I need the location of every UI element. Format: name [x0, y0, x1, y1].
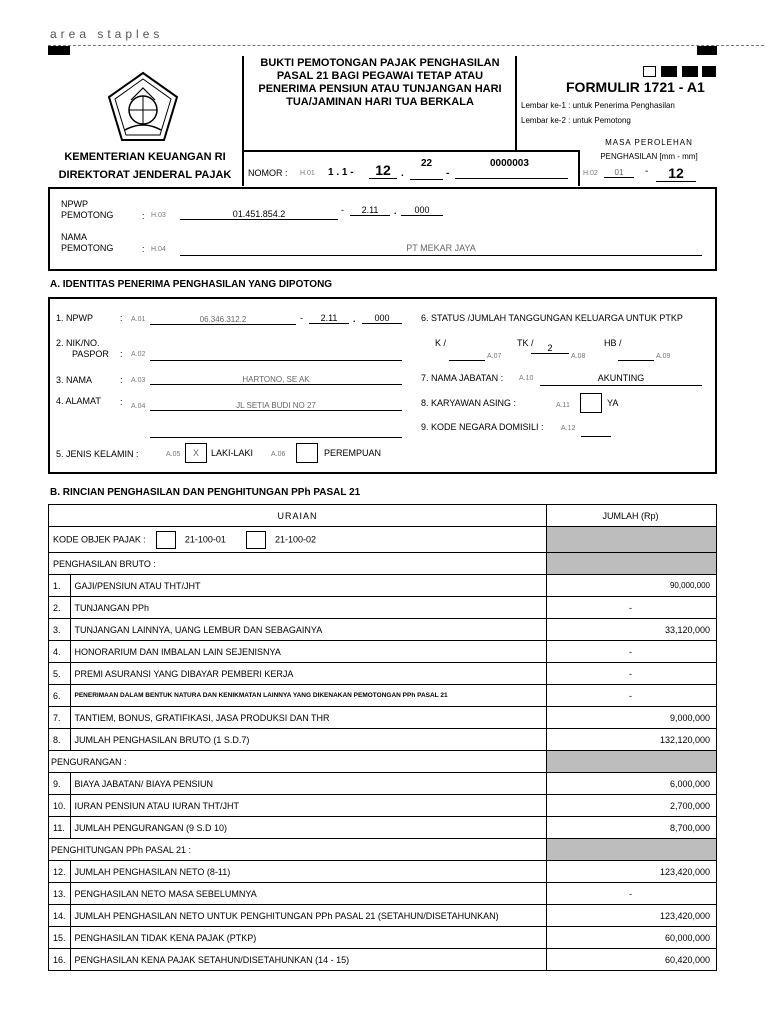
nomor-seq-field[interactable]: 0000003 [455, 158, 568, 179]
row-10-label: IURAN PENSIUN ATAU IURAN THT/JHT [70, 795, 546, 817]
a-jk-code-2: A.06 [271, 451, 286, 458]
pemotong-box [48, 187, 717, 271]
directorate-name: DIREKTORAT JENDERAL PAJAK [58, 169, 232, 181]
row-13-label: PENGHASILAN NETO MASA SEBELUMNYA [70, 883, 546, 905]
row-11-value: 8,700,000 [547, 817, 717, 839]
form-marker-box-empty [643, 66, 656, 77]
a-asing-ya: YA [607, 398, 619, 408]
ministry-emblem-icon [105, 70, 181, 144]
a-asing-code: A.11 [556, 402, 570, 409]
karyawan-asing-checkbox[interactable] [580, 393, 602, 413]
row-6-no: 6. [49, 685, 71, 707]
table-row [49, 641, 717, 663]
npwp-pemotong-label: NPWP PEMOTONG [61, 199, 114, 220]
header-divider-2 [515, 56, 517, 150]
header-hline [242, 150, 579, 152]
form-marker-box-filled-2 [682, 66, 698, 77]
row-3-no: 3. [49, 619, 71, 641]
row-9-value: 6,000,000 [547, 773, 717, 795]
row-4-label: HONORARIUM DAN IMBALAN LAIN SEJENISNYA [70, 641, 546, 663]
kode-21-100-02-label: 21-100-02 [274, 533, 317, 544]
table-row [49, 905, 717, 927]
pph-header-row [49, 839, 717, 861]
nomor-label: NOMOR : [248, 168, 288, 178]
a-jabatan-field[interactable]: AKUNTING [540, 373, 702, 386]
table-row [49, 685, 717, 707]
nomor-dash: - [446, 168, 450, 179]
row-7-value: 9,000,000 [547, 707, 717, 729]
table-row [49, 597, 717, 619]
row-4-value: - [547, 641, 717, 663]
a-npwp-colon: : [120, 313, 123, 323]
bruto-header-value [547, 553, 717, 575]
row-7-label: TANTIEM, BONUS, GRATIFIKASI, JASA PRODUKSI DAN THR [70, 707, 546, 729]
lembar-2-note: Lembar ke-2 : untuk Pemotong [521, 116, 631, 125]
a-nama-code: A.03 [131, 377, 146, 384]
row-14-label: JUMLAH PENGHASILAN NETO UNTUK PENGHITUNGAN PPh PASAL 21 (SETAHUN/DISETAHUNKAN) [70, 905, 546, 927]
a-alamat-field-2[interactable] [150, 426, 402, 438]
kode-21-100-01-checkbox[interactable] [156, 531, 176, 549]
col-jumlah: JUMLAH (Rp) [547, 505, 717, 527]
row-8-label: JUMLAH PENGHASILAN BRUTO (1 S.D.7) [70, 729, 546, 751]
header-divider-3 [578, 150, 580, 186]
nomor-month-field[interactable]: 12 [369, 162, 397, 179]
tk-field[interactable]: 2 [531, 343, 569, 354]
a-jabatan-code: A.10 [519, 375, 534, 382]
rincian-table [48, 504, 717, 971]
a-alamat-label: 4. ALAMAT [56, 396, 101, 406]
a-negara-label: 9. KODE NEGARA DOMISILI : [421, 422, 544, 432]
staples-dotted-line [48, 45, 764, 46]
row-12-no: 12. [49, 861, 71, 883]
row-15-no: 15. [49, 927, 71, 949]
pengurangan-header-value [547, 751, 717, 773]
form-marker-box-filled-3 [702, 66, 716, 77]
k-label: K / [435, 338, 447, 348]
row-1-value: 90,000,000 [547, 575, 717, 597]
masa-label-1: MASA PEROLEHAN [605, 138, 693, 147]
corner-marker-left [48, 46, 70, 55]
npwp-pemotong-cabang[interactable]: 000 [401, 205, 443, 216]
table-row [49, 861, 717, 883]
npwp-pemotong-main[interactable]: 01.451.854.2 [180, 209, 338, 220]
form-title: BUKTI PEMOTONGAN PAJAK PENGHASILAN PASAL 21 BAGI PEGAWAI TETAP ATAU PENERIMA PENSIUN ATAU TUNJANGAN HARI TUA/JAMINAN HARI TUA BERKALA [258, 57, 502, 108]
row-15-value: 60,000,000 [547, 927, 717, 949]
row-15-label: PENGHASILAN TIDAK KENA PAJAK (PTKP) [70, 927, 546, 949]
npwp-pemotong-code: H.03 [151, 212, 166, 219]
row-9-no: 9. [49, 773, 71, 795]
section-a-title: A. IDENTITAS PENERIMA PENGHASILAN YANG DIPOTONG [50, 279, 333, 290]
corner-marker-right [697, 46, 717, 55]
area-staples-label: area staples [50, 27, 164, 41]
table-row [49, 883, 717, 905]
a-asing-label: 8. KARYAWAN ASING : [421, 398, 517, 408]
nama-pemotong-label: NAMA PEMOTONG [61, 232, 114, 253]
table-row [49, 707, 717, 729]
row-13-value: - [547, 883, 717, 905]
a-jabatan-label: 7. NAMA JABATAN : [421, 373, 504, 383]
row-9-label: BIAYA JABATAN/ BIAYA PENSIUN [70, 773, 546, 795]
a-jk-code-1: A.05 [166, 451, 181, 458]
k-code: A.07 [487, 353, 502, 360]
row-3-value: 33,120,000 [547, 619, 717, 641]
npwp-pemotong-dot: . [394, 206, 397, 216]
row-14-no: 14. [49, 905, 71, 927]
row-14-value: 123,420,000 [547, 905, 717, 927]
npwp-pemotong-dash: - [341, 205, 344, 215]
row-5-no: 5. [49, 663, 71, 685]
masa-code: H.02 [583, 170, 598, 177]
table-row [49, 817, 717, 839]
hb-label: HB / [604, 338, 622, 348]
a-nik-code: A.02 [131, 351, 146, 358]
npwp-pemotong-colon: : [142, 211, 145, 221]
row-10-no: 10. [49, 795, 71, 817]
a-npwp-main[interactable]: 06.346.312.2 [150, 315, 296, 325]
tk-code: A.08 [571, 353, 586, 360]
nomor-prefix: 1 . 1 - [328, 167, 354, 178]
pengurangan-header-row [49, 751, 717, 773]
row-16-no: 16. [49, 949, 71, 971]
header-divider-1 [242, 56, 244, 186]
a-nama-colon: : [120, 375, 123, 385]
a-nama-field[interactable]: HARTONO, SE AK [150, 375, 402, 385]
row-12-label: JUMLAH PENGHASILAN NETO (8-11) [70, 861, 546, 883]
kode-objek-label: KODE OBJEK PAJAK : [53, 533, 146, 544]
row-2-label: TUNJANGAN PPh [70, 597, 546, 619]
table-row [49, 729, 717, 751]
a-npwp-code: A.01 [131, 316, 146, 323]
table-row [49, 663, 717, 685]
laki-laki-label: LAKI-LAKI [211, 448, 254, 458]
ministry-name: KEMENTERIAN KEUANGAN RI [64, 151, 226, 163]
npwp-pemotong-kpp[interactable]: 2.11 [350, 205, 390, 216]
pph-header: PENGHITUNGAN PPh PASAL 21 : [49, 839, 547, 861]
row-16-value: 60,420,000 [547, 949, 717, 971]
kode-21-100-01-label: 21-100-01 [184, 533, 226, 544]
row-2-value: - [547, 597, 717, 619]
table-row [49, 927, 717, 949]
a-nama-label: 3. NAMA [56, 375, 93, 385]
a-alamat-field[interactable]: JL SETIA BUDI NO 27 [150, 401, 402, 411]
masa-label-2: PENGHASILAN [mm - mm] [600, 152, 698, 161]
masa-dash: - [645, 166, 649, 177]
a-npwp-dot: . [353, 314, 356, 324]
col-uraian: URAIAN [49, 505, 547, 527]
bruto-header: PENGHASILAN BRUTO : [49, 553, 547, 575]
nomor-year-field[interactable]: 22 [410, 158, 443, 180]
row-1-label: GAJI/PENSIUN ATAU THT/JHT [70, 575, 546, 597]
row-12-value: 123,420,000 [547, 861, 717, 883]
row-16-label: PENGHASILAN KENA PAJAK SETAHUN/DISETAHUNKAN (14 - 15) [70, 949, 546, 971]
row-2-no: 2. [49, 597, 71, 619]
nomor-code: H.01 [300, 170, 315, 177]
a-npwp-dash: - [300, 313, 303, 323]
kode-21-100-02-checkbox[interactable] [246, 531, 266, 549]
row-7-no: 7. [49, 707, 71, 729]
k-field[interactable] [449, 350, 485, 361]
a-alamat-code: A.04 [131, 403, 146, 410]
form-code: FORMULIR 1721 - A1 [566, 79, 705, 95]
a-npwp-kpp[interactable]: 2.11 [309, 313, 349, 324]
nama-pemotong-colon: : [142, 244, 145, 254]
hb-field[interactable] [618, 350, 654, 361]
lembar-1-note: Lembar ke-1 : untuk Penerima Penghasilan [521, 101, 675, 110]
a-negara-code: A.12 [561, 425, 576, 432]
row-5-value: - [547, 663, 717, 685]
table-row [49, 619, 717, 641]
nama-pemotong-code: H.04 [151, 246, 166, 253]
table-header-row [49, 505, 717, 527]
kode-objek-value-cell [547, 527, 717, 553]
hb-code: A.09 [656, 353, 671, 360]
row-10-value: 2,700,000 [547, 795, 717, 817]
perempuan-checkbox[interactable] [296, 443, 318, 463]
kode-objek-cell [49, 527, 547, 553]
laki-laki-checkbox[interactable]: X [185, 443, 207, 463]
row-4-no: 4. [49, 641, 71, 663]
row-11-label: JUMLAH PENGURANGAN (9 S.D 10) [70, 817, 546, 839]
a-npwp-cabang[interactable]: 000 [362, 313, 402, 324]
masa-from-field[interactable]: 01 [604, 168, 634, 178]
kode-objek-row [49, 527, 717, 553]
row-6-label: PENERIMAAN DALAM BENTUK NATURA DAN KENIKMATAN LAINNYA YANG DIKENAKAN PEMOTONGAN PPh PASAL 21 [70, 685, 546, 707]
a-negara-field[interactable] [581, 425, 611, 437]
masa-to-field[interactable]: 12 [656, 165, 696, 182]
table-row [49, 773, 717, 795]
row-8-value: 132,120,000 [547, 729, 717, 751]
row-8-no: 8. [49, 729, 71, 751]
section-b-title: B. RINCIAN PENGHASILAN DAN PENGHITUNGAN PPh PASAL 21 [50, 487, 361, 498]
a-nik-label: 2. NIK/NO. PASPOR [56, 338, 109, 359]
tk-label: TK / [517, 338, 534, 348]
table-row [49, 795, 717, 817]
row-3-label: TUNJANGAN LAINNYA, UANG LEMBUR DAN SEBAGAINYA [70, 619, 546, 641]
table-row [49, 575, 717, 597]
pph-header-value [547, 839, 717, 861]
nomor-dot: . [401, 168, 404, 179]
a-nik-colon: : [120, 349, 123, 359]
table-row [49, 949, 717, 971]
row-5-label: PREMI ASURANSI YANG DIBAYAR PEMBERI KERJA [70, 663, 546, 685]
a-status-label: 6. STATUS /JUMLAH TANGGUNGAN KELUARGA UNTUK PTKP [421, 313, 683, 323]
row-1-no: 1. [49, 575, 71, 597]
nama-pemotong-field[interactable]: PT MEKAR JAYA [180, 243, 702, 256]
a-npwp-label: 1. NPWP [56, 313, 94, 323]
a-alamat-colon: : [120, 397, 123, 407]
pengurangan-header: PENGURANGAN : [49, 751, 547, 773]
a-nik-field[interactable] [150, 349, 402, 361]
row-13-no: 13. [49, 883, 71, 905]
perempuan-label: PEREMPUAN [324, 448, 382, 458]
row-11-no: 11. [49, 817, 71, 839]
bruto-header-row [49, 553, 717, 575]
a-jk-label: 5. JENIS KELAMIN : [56, 449, 139, 459]
form-marker-box-filled-1 [661, 66, 677, 77]
row-6-value: - [547, 685, 717, 707]
